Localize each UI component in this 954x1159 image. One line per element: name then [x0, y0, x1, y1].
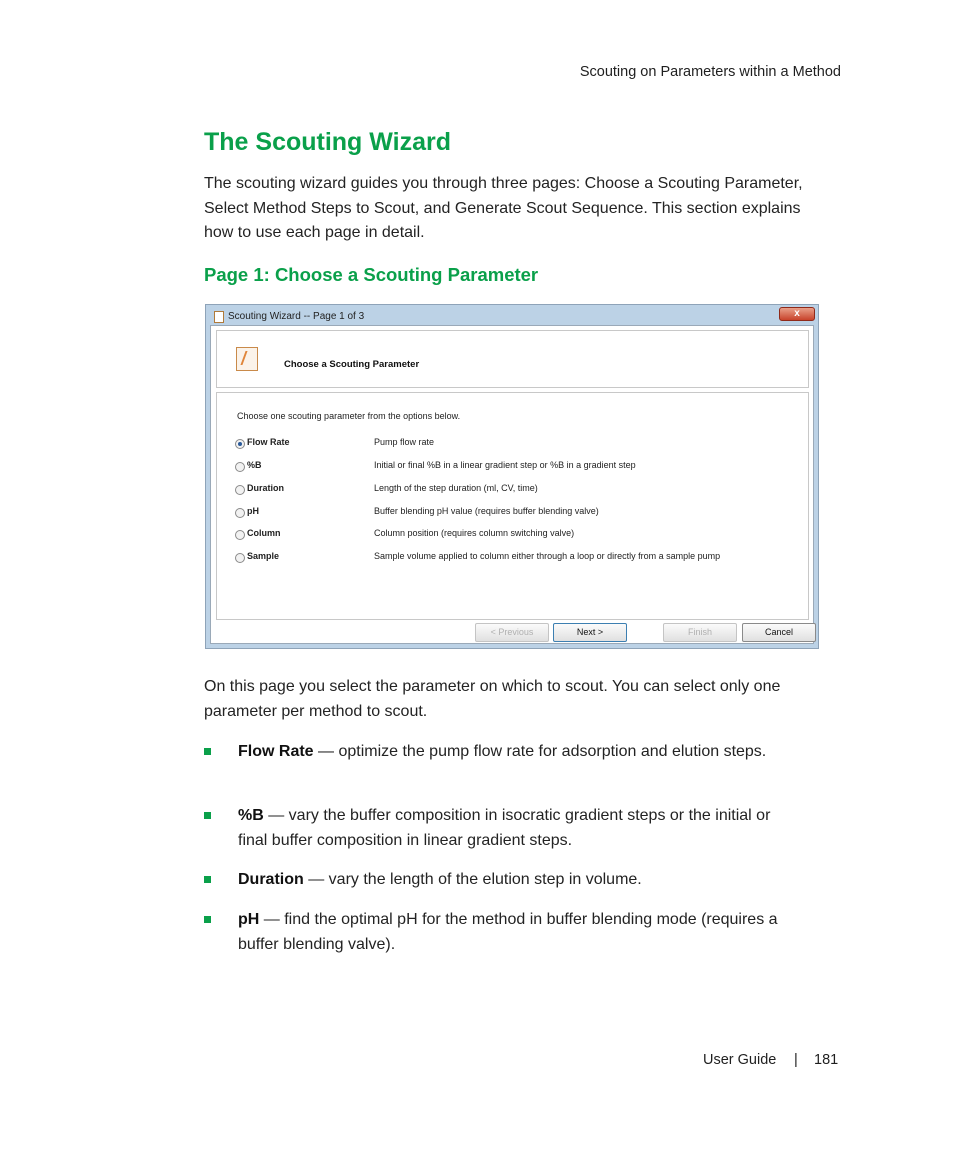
running-head: Scouting on Parameters within a Method [579, 64, 841, 80]
next-button[interactable]: Next > [553, 623, 627, 642]
intro-paragraph: The scouting wizard guides you through three pages: Choose a Scouting Parameter, Select Method Steps to Scout, and Generate Scout Sequence. This section explains how to use each page in detail. [204, 175, 803, 241]
list-item-text [238, 907, 804, 957]
bullet-square-icon [204, 916, 211, 923]
list-item-term: Duration [238, 871, 304, 888]
finish-button[interactable]: Finish [663, 623, 737, 642]
wizard-instruction: Choose one scouting parameter from the options below. [237, 411, 461, 421]
list-item-description: — optimize the pump flow rate for adsorption and elution steps. [313, 743, 767, 760]
list-item-description: — vary the length of the elution step in volume. [303, 871, 642, 888]
dialog-client-area [210, 325, 814, 644]
radio-button[interactable] [235, 485, 245, 495]
option-name: Duration [247, 483, 284, 493]
cancel-button[interactable]: Cancel [742, 623, 816, 642]
footer-separator: | [794, 1052, 798, 1068]
list-item-text [238, 803, 804, 853]
footer-guide-label: User Guide [703, 1052, 777, 1068]
list-item-description: — find the optimal pH for the method in buffer blending mode (requires a buffer blending valve). [238, 911, 778, 953]
close-icon[interactable]: x [779, 307, 815, 321]
option-description: Sample volume applied to column either through a loop or directly from a sample pump [374, 551, 721, 561]
option-column[interactable] [235, 528, 795, 542]
option-description: Initial or final %B in a linear gradient step or %B in a gradient step [374, 460, 636, 470]
option-name: Column [247, 528, 281, 538]
list-item-text [238, 867, 804, 892]
list-item-term: Flow Rate [238, 743, 314, 760]
radio-button[interactable] [235, 530, 245, 540]
radio-button[interactable] [235, 508, 245, 518]
option-duration[interactable] [235, 483, 795, 497]
list-item-description: — vary the buffer composition in isocratic gradient steps or the initial or final buffer composition in linear gradient steps. [238, 807, 771, 849]
option-name: Flow Rate [247, 437, 290, 447]
radio-button[interactable] [235, 439, 245, 449]
option-description: Pump flow rate [374, 437, 435, 447]
bullet-square-icon [204, 812, 211, 819]
option-sample[interactable] [235, 551, 795, 565]
option-name: Sample [247, 551, 280, 561]
body-paragraph: On this page you select the parameter on which to scout. You can select only one parameter per method to scout. [204, 678, 781, 720]
dialog-title: Scouting Wizard -- Page 1 of 3 [228, 311, 365, 322]
option-name: %B [247, 460, 262, 470]
list-item-term: %B [238, 807, 264, 824]
page-number: 181 [814, 1052, 839, 1068]
scouting-wizard-dialog-screenshot [205, 304, 819, 649]
wizard-icon [236, 347, 258, 371]
option-percent-b[interactable] [235, 460, 795, 474]
option-ph[interactable] [235, 506, 795, 520]
option-flow-rate[interactable] [235, 437, 795, 451]
option-description: Column position (requires column switching valve) [374, 528, 575, 538]
wizard-body [216, 392, 809, 620]
subsection-title: Page 1: Choose a Scouting Parameter [204, 264, 539, 285]
section-title: The Scouting Wizard [204, 128, 451, 156]
radio-button[interactable] [235, 462, 245, 472]
previous-button[interactable]: < Previous [475, 623, 549, 642]
radio-button[interactable] [235, 553, 245, 563]
bullet-square-icon [204, 876, 211, 883]
list-item-text [238, 739, 804, 764]
wizard-page-title: Choose a Scouting Parameter [284, 359, 420, 370]
bullet-square-icon [204, 748, 211, 755]
option-name: pH [247, 506, 259, 516]
option-description: Buffer blending pH value (requires buffer blending valve) [374, 506, 599, 516]
app-icon [214, 311, 224, 323]
option-description: Length of the step duration (ml, CV, time) [374, 483, 538, 493]
wizard-header [216, 330, 809, 388]
list-item-term: pH [238, 911, 260, 928]
